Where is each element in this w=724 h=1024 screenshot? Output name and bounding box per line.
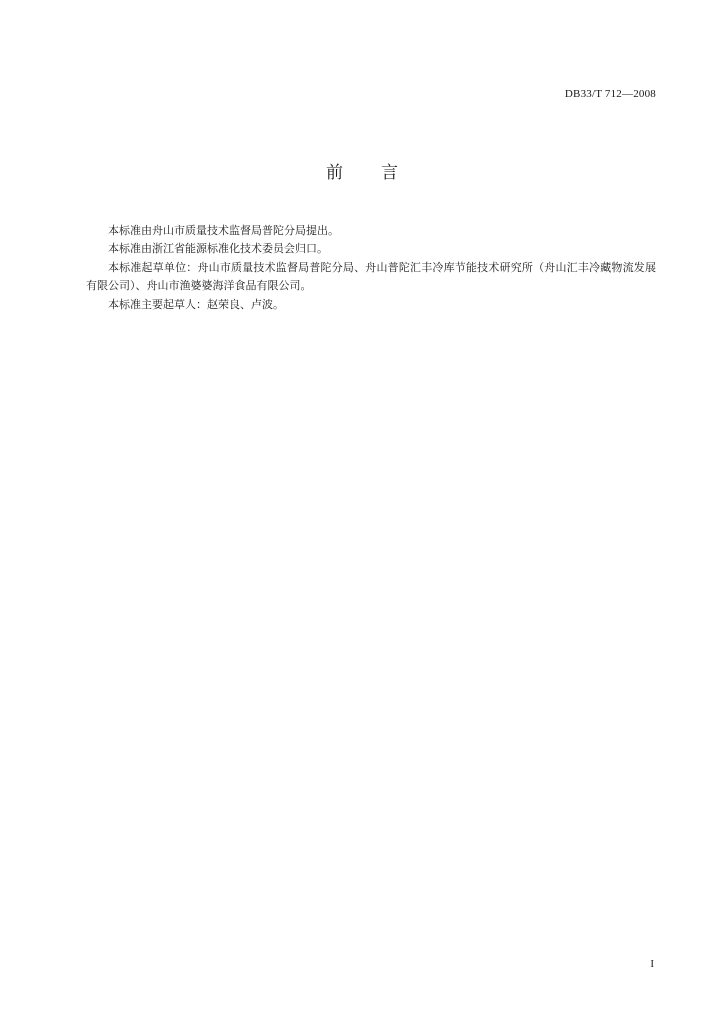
page-title — [0, 158, 724, 183]
paragraph-proposer: 本标准由舟山市质量技术监督局普陀分局提出。 — [108, 224, 339, 237]
document-code: DB33/T 712—2008 — [564, 88, 656, 100]
title-part-1: 前 — [326, 163, 343, 183]
paragraph-committee: 本标准由浙江省能源标准化技术委员会归口。 — [108, 242, 328, 256]
page-number: I — [650, 958, 654, 970]
title-part-2: 言 — [381, 163, 398, 183]
paragraph-drafters: 本标准主要起草人：赵荣良、卢波。 — [108, 297, 284, 311]
paragraph-drafting-units: 本标准起草单位：舟山市质量技术监督局普陀分局、舟山普陀汇丰冷库节能技术研究所（舟山汇丰冷藏物流发展有限公司）、舟山市渔婆婆海洋食品有限公司。 — [86, 260, 656, 293]
foreword-body — [86, 222, 656, 314]
